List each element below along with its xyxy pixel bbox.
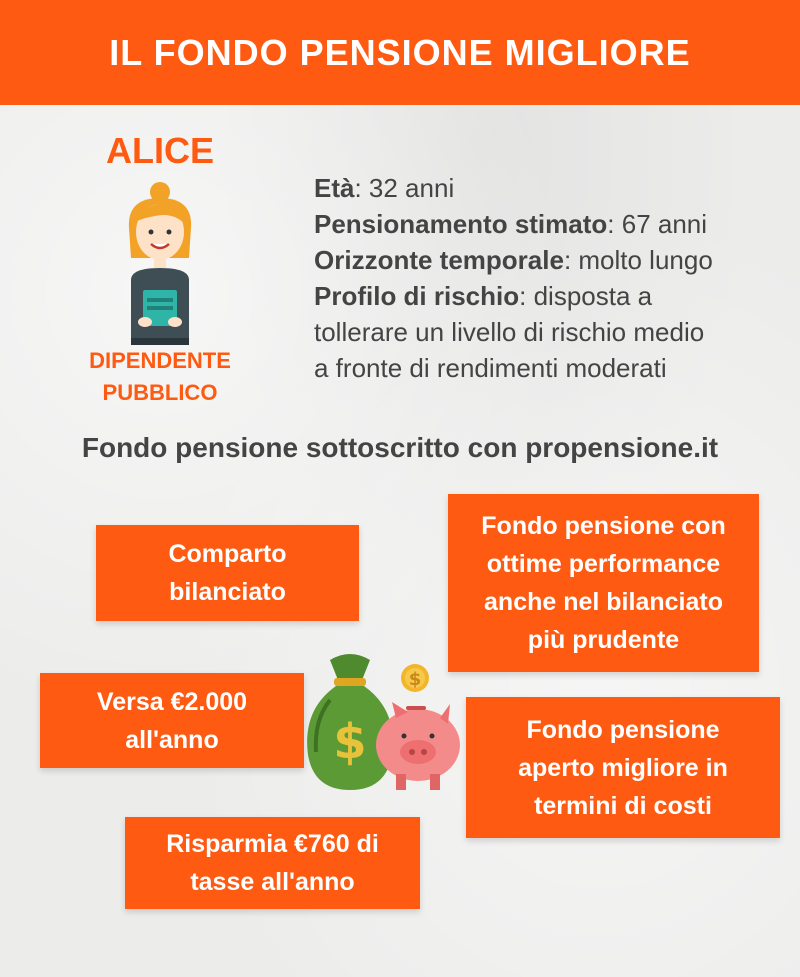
box-line: termini di costi (534, 791, 712, 820)
woman-avatar-icon (115, 180, 205, 345)
box-line: ottime performance (486, 550, 721, 578)
box-line: tasse all'anno (190, 868, 355, 896)
feature-box-versa (40, 673, 304, 768)
box-line: all'anno (125, 725, 219, 754)
box-line: anche nel bilanciato (484, 588, 723, 616)
box-line: Fondo pensione con (481, 512, 726, 540)
role-line-2: PUBBLICO (102, 380, 218, 405)
persona-name: ALICE (106, 130, 214, 171)
piggy-bank-icon (376, 702, 460, 790)
svg-text:$: $ (408, 669, 422, 690)
profile-horizon (314, 242, 794, 278)
page-title: IL FONDO PENSIONE MIGLIORE (109, 31, 691, 73)
profile-risk-3: a fronte di rendimenti moderati (314, 353, 667, 383)
profile-age (314, 170, 794, 206)
horizon-value: : molto lungo (563, 245, 713, 275)
profile-retirement (314, 206, 794, 242)
age-label: Età (314, 173, 355, 203)
feature-box-risparmia (125, 817, 420, 909)
profile-risk (314, 278, 794, 314)
box-line: Versa €2.000 (96, 687, 248, 716)
risk-label: Profilo di rischio (314, 281, 520, 311)
feature-box-costi (466, 697, 780, 838)
feature-box-performance (448, 494, 759, 672)
box-line: più prudente (527, 626, 680, 654)
profile-details (314, 170, 794, 386)
section-subtitle: Fondo pensione sottoscritto con propensione.it (81, 432, 719, 463)
box-line: bilanciato (169, 578, 286, 606)
savings-illustration (300, 640, 465, 800)
dollar-coin-icon (401, 664, 429, 692)
box-line: aperto migliore in (518, 753, 728, 782)
retirement-label: Pensionamento stimato (314, 209, 608, 239)
risk-value-1: : disposta a (519, 281, 653, 311)
box-line: Fondo pensione (526, 715, 720, 744)
persona-role (60, 345, 260, 409)
header-banner (0, 0, 800, 105)
box-line: Comparto (168, 540, 287, 568)
age-value: : 32 anni (354, 173, 455, 203)
role-line-1: DIPENDENTE (89, 348, 231, 373)
svg-text:$: $ (333, 714, 367, 770)
profile-risk-2: tollerare un livello di rischio medio (314, 317, 705, 347)
box-line: Risparmia €760 di (166, 830, 379, 858)
horizon-label: Orizzonte temporale (314, 245, 564, 275)
retirement-value: : 67 anni (607, 209, 708, 239)
feature-box-comparto (96, 525, 359, 621)
money-bag-icon (307, 654, 393, 790)
